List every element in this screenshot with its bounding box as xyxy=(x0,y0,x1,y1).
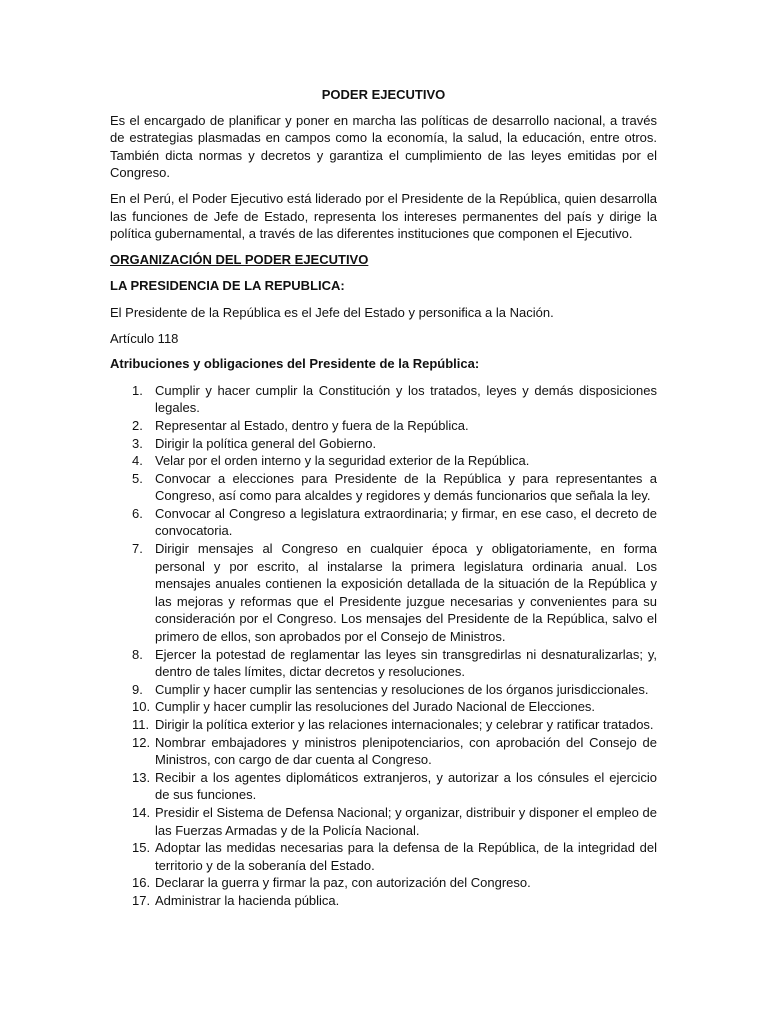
section-heading: ORGANIZACIÓN DEL PODER EJECUTIVO xyxy=(110,251,369,267)
list-item-text: Administrar la hacienda pública. xyxy=(155,892,340,908)
list-item xyxy=(110,681,657,699)
list-item xyxy=(110,382,657,417)
list-item-number: 3. xyxy=(132,435,143,451)
list-item-number: 12. xyxy=(132,734,151,750)
article-label: Artículo 118 xyxy=(110,330,179,346)
list-item xyxy=(110,417,657,435)
list-item xyxy=(110,698,657,716)
list-item-text: Convocar a elecciones para Presidente de la República y para representantes a Congreso, así como para alcaldes y regidores y demás funcionarios que señala la ley. xyxy=(155,470,657,504)
list-item-number: 4. xyxy=(132,453,143,469)
intro-paragraph-2: En el Perú, el Poder Ejecutivo está liderado por el Presidente de la República, quien desarrolla las funciones de Jefe de Estado, representa los intereses permanentes del país y dirige la política gubernamental, a través de las diferentes instituciones que componen el Ejecutivo. xyxy=(110,190,657,242)
list-item xyxy=(110,839,657,874)
list-item xyxy=(110,804,657,839)
list-item-text: Cumplir y hacer cumplir la Constitución y los tratados, leyes y demás disposiciones legales. xyxy=(155,382,657,416)
list-item-text: Velar por el orden interno y la seguridad exterior de la República. xyxy=(155,453,530,469)
list-item-text: Declarar la guerra y firmar la paz, con autorización del Congreso. xyxy=(155,875,531,891)
list-item-number: 6. xyxy=(132,505,143,521)
list-item-text: Adoptar las medidas necesarias para la defensa de la República, de la integridad del territorio y de la soberanía del Estado. xyxy=(155,840,657,873)
list-item-text: Cumplir y hacer cumplir las sentencias y resoluciones de los órganos jurisdiccionales. xyxy=(155,681,649,697)
subsection-heading: LA PRESIDENCIA DE LA REPUBLICA: xyxy=(110,278,345,294)
attributions-list xyxy=(110,382,657,910)
list-item xyxy=(110,892,657,910)
list-item-text: Nombrar embajadores y ministros plenipotenciarios, con aprobación del Consejo de Ministros, con cargo de dar cuenta al Congreso. xyxy=(155,734,657,768)
list-item-number: 16. xyxy=(132,875,151,891)
list-item-number: 13. xyxy=(132,769,151,785)
list-item-text: Representar al Estado, dentro y fuera de la República. xyxy=(155,417,469,433)
intro-paragraph-1: Es el encargado de planificar y poner en marcha las políticas de desarrollo nacional, a través de estrategias plasmadas en campos como la economía, la salud, la educación, entre otros. También dicta normas y decretos y garantiza el cumplimiento de las leyes emitidas por el Congreso. xyxy=(110,112,657,181)
list-item xyxy=(110,540,657,646)
list-item-number: 5. xyxy=(132,470,143,486)
list-item-number: 11. xyxy=(132,717,150,732)
presidency-text: El Presidente de la República es el Jefe del Estado y personifica a la Nación. xyxy=(110,304,554,320)
list-item-number: 9. xyxy=(132,681,143,697)
list-item xyxy=(110,646,657,681)
list-item-number: 17. xyxy=(132,892,151,908)
page-title: PODER EJECUTIVO xyxy=(321,87,446,102)
list-item-number: 15. xyxy=(132,840,151,856)
list-item-text: Presidir el Sistema de Defensa Nacional; y organizar, distribuir y disponer el empleo de las Fuerzas Armadas y de la Policía Nacional. xyxy=(155,804,657,838)
list-item-text: Recibir a los agentes diplomáticos extranjeros, y autorizar a los cónsules el ejercicio de sus funciones. xyxy=(155,769,657,803)
list-item-number: 14. xyxy=(132,804,151,820)
list-item-number: 10. xyxy=(132,699,151,715)
list-item-text: Dirigir la política exterior y las relaciones internacionales; y celebrar y ratificar tratados. xyxy=(155,717,654,732)
list-item xyxy=(110,734,657,769)
list-item-number: 8. xyxy=(132,646,143,662)
list-item xyxy=(110,435,657,453)
list-item xyxy=(110,769,657,804)
list-item-text: Ejercer la potestad de reglamentar las leyes sin transgredirlas ni desnaturalizarlas; y, dentro de tales límites, dictar decretos y resoluciones. xyxy=(155,646,657,680)
list-item-number: 7. xyxy=(132,541,143,557)
list-item xyxy=(110,452,657,470)
list-item-number: 2. xyxy=(132,417,143,433)
list-item xyxy=(110,505,657,540)
list-item-number: 1. xyxy=(132,382,143,398)
list-item-text: Convocar al Congreso a legislatura extraordinaria; y firmar, en ese caso, el decreto de convocatoria. xyxy=(155,505,657,539)
list-item xyxy=(110,874,657,892)
list-heading: Atribuciones y obligaciones del Presidente de la República: xyxy=(110,356,480,372)
list-item-text: Cumplir y hacer cumplir las resoluciones del Jurado Nacional de Elecciones. xyxy=(155,699,596,715)
list-item xyxy=(110,470,657,505)
list-item-text: Dirigir mensajes al Congreso en cualquier época y obligatoriamente, en forma personal y por escrito, al instalarse la primera legislatura ordinaria anual. Los mensajes anuales contienen la exposición detallada de la situación de la República y las mejoras y reformas que el Presidente juzgue necesarias y convenientes para su consideración por el Congreso. Los mensajes del Presidente de la República, salvo el primero de ellos, son aprobados por el Consejo de Ministros. xyxy=(155,541,657,645)
list-item xyxy=(110,716,657,734)
list-item-text: Dirigir la política general del Gobierno. xyxy=(155,435,377,451)
